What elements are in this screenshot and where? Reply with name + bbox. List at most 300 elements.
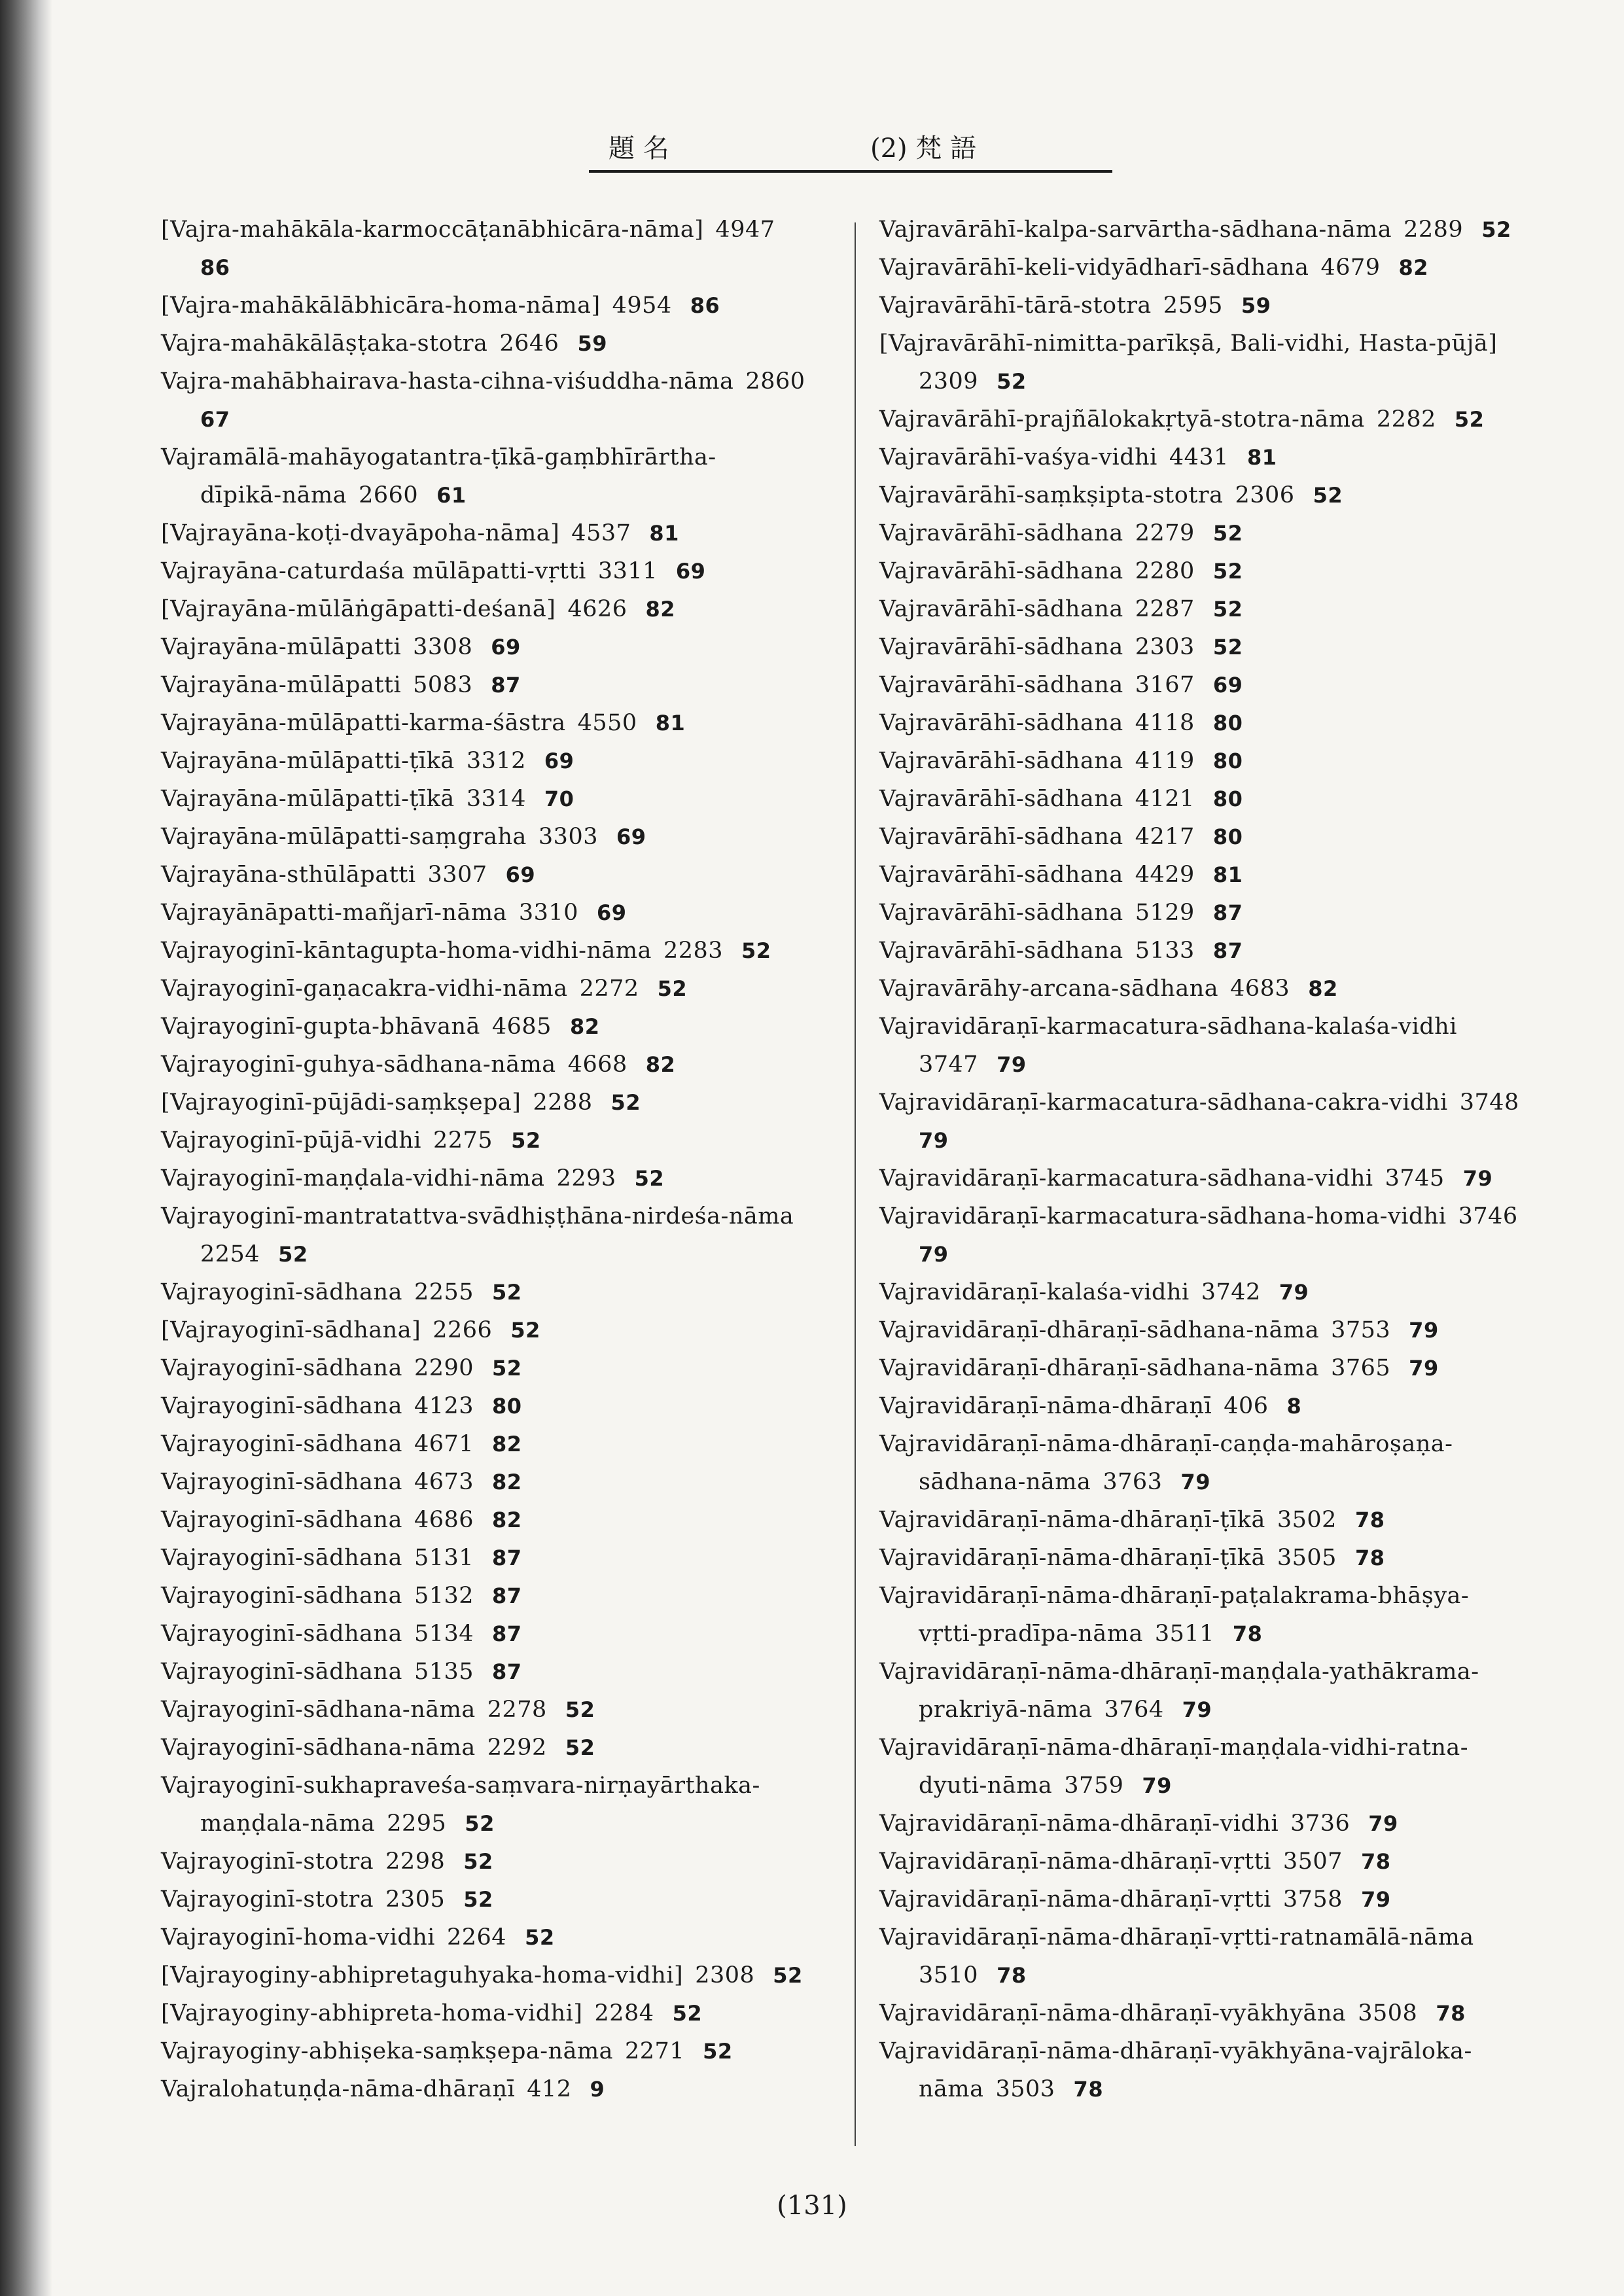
index-entry (879, 1387, 1586, 1425)
index-entry (161, 1843, 868, 1881)
index-entry (879, 742, 1586, 780)
index-entry (879, 1994, 1586, 2032)
entry-title: [Vajra-mahākālābhicāra-homa-nāma] (161, 292, 601, 319)
entry-title: Vajra-mahākālāṣṭaka-stotra (161, 330, 488, 357)
entry-title: Vajravidāraṇī-kalaśa-vidhi (879, 1279, 1190, 1305)
entry-title: Vajravārāhī-saṃkṣipta-stotra (879, 482, 1224, 508)
header-title: 題 名 (609, 133, 669, 164)
entry-title: dīpikā-nāma (200, 482, 347, 508)
index-entry (161, 932, 868, 970)
index-entry (879, 1691, 1586, 1729)
page-header (589, 130, 1112, 173)
index-entry (879, 552, 1586, 590)
entry-number: 3502 (1277, 1507, 1337, 1533)
entry-number: 2860 (745, 368, 805, 395)
entry-page: 81 (655, 711, 686, 735)
entry-number: 4550 (577, 710, 637, 736)
entry-number: 4686 (414, 1507, 474, 1533)
index-entry (879, 249, 1586, 287)
index-entry (879, 856, 1586, 894)
index-entry (879, 325, 1586, 362)
entry-title: maṇḍala-nāma (200, 1810, 376, 1837)
entry-number: 4123 (414, 1393, 474, 1419)
index-entry (161, 1159, 868, 1197)
index-entry (161, 1046, 868, 1084)
entry-title: Vajrayoginī-mantratattva-svādhiṣṭhāna-nirdeśa-nāma (161, 1203, 794, 1229)
entry-page: 52 (1212, 597, 1243, 622)
entry-title: Vajrayoginy-abhiṣeka-saṃkṣepa-nāma (161, 2038, 614, 2064)
entry-title: Vajramālā-mahāyogatantra-ṭīkā-gaṃbhīrārtha- (161, 444, 716, 470)
entry-title: Vajravidāraṇī-karmacatura-sādhana-cakra-vidhi (879, 1089, 1448, 1116)
entry-page: 82 (492, 1432, 522, 1457)
entry-page: 82 (492, 1508, 522, 1532)
entry-page: 81 (649, 521, 679, 546)
index-entry (161, 1805, 868, 1843)
entry-title: Vajravārāhī-sādhana (879, 748, 1123, 774)
entry-title: Vajravidāraṇī-nāma-dhāraṇī-vṛtti (879, 1848, 1271, 1875)
index-entry (879, 1008, 1586, 1046)
entry-title: Vajrayoginī-sādhana (161, 1355, 402, 1381)
index-entry (879, 1956, 1586, 1994)
entry-page: 79 (919, 1242, 949, 1267)
index-entry (161, 1122, 868, 1159)
entry-number: 2284 (594, 2000, 654, 2026)
index-entry (879, 1805, 1586, 1843)
entry-page: 67 (200, 407, 230, 432)
entry-title: Vajrayāna-mūlāpatti-karma-śāstra (161, 710, 566, 736)
entry-title: Vajrayoginī-sādhana (161, 1621, 402, 1647)
entry-title: Vajrayoginī-sādhana (161, 1393, 402, 1419)
index-entry (161, 666, 868, 704)
entry-title: vṛtti-pradīpa-nāma (919, 1621, 1143, 1647)
entry-page: 52 (465, 1811, 495, 1836)
index-entry (161, 438, 868, 476)
entry-number: 3763 (1103, 1469, 1163, 1495)
index-entry (161, 1084, 868, 1122)
entry-page: 52 (565, 1697, 595, 1722)
index-entry (161, 1577, 868, 1615)
index-entry (879, 1577, 1586, 1615)
entry-page: 80 (1212, 749, 1243, 773)
entry-title: Vajrayoginī-sādhana (161, 1507, 402, 1533)
index-entry (161, 628, 868, 666)
left-column (161, 211, 868, 2108)
entry-number: 3765 (1331, 1355, 1391, 1381)
index-entry (879, 1918, 1586, 1956)
entry-title: Vajrayoginī-guhya-sādhana-nāma (161, 1051, 556, 1078)
entry-title: dyuti-nāma (919, 1773, 1053, 1799)
entry-number: 3742 (1201, 1279, 1261, 1305)
index-entry (161, 1539, 868, 1577)
index-entry (161, 1501, 868, 1539)
entry-page: 78 (1354, 1508, 1385, 1532)
entry-page: 52 (511, 1128, 541, 1153)
index-entry (879, 1197, 1586, 1235)
entry-number: 4673 (414, 1469, 474, 1495)
entry-number: 2278 (487, 1697, 547, 1723)
index-entry (879, 362, 1586, 400)
entry-page: 79 (1409, 1318, 1439, 1343)
entry-page: 69 (616, 824, 646, 849)
entry-page: 52 (1212, 559, 1243, 584)
index-entry (161, 211, 868, 249)
entry-page: 52 (492, 1280, 522, 1305)
entry-page: 52 (1454, 407, 1485, 432)
entry-page: 78 (997, 1963, 1027, 1988)
entry-page: 87 (1212, 900, 1243, 925)
index-entry (161, 249, 868, 287)
entry-number: 2306 (1235, 482, 1295, 508)
entry-title: Vajrayoginī-sukhapraveśa-saṃvara-nirṇayārthaka- (161, 1773, 760, 1799)
index-entry (879, 1273, 1586, 1311)
entry-number: 5129 (1135, 900, 1195, 926)
entry-number: 2595 (1163, 292, 1223, 319)
index-entry (161, 970, 868, 1008)
entry-page: 79 (919, 1128, 949, 1153)
index-entry (879, 211, 1586, 249)
index-entry (879, 818, 1586, 856)
index-entry (161, 1311, 868, 1349)
entry-number: 2282 (1376, 406, 1436, 433)
entry-number: 2275 (432, 1127, 493, 1154)
entry-title: Vajravidāraṇī-nāma-dhāraṇī-vṛtti (879, 1886, 1271, 1913)
entry-page: 81 (1212, 862, 1243, 887)
entry-title: [Vajravārāhī-nimitta-parīkṣā, Bali-vidhi, Hasta-pūjā] (879, 330, 1498, 357)
index-entry (879, 894, 1586, 932)
entry-number: 3758 (1282, 1886, 1343, 1913)
entry-title: [Vajra-mahākāla-karmoccāṭanābhicāra-nāma] (161, 217, 704, 243)
index-entry (161, 1463, 868, 1501)
entry-number: 4671 (414, 1431, 474, 1457)
entry-page: 52 (510, 1318, 540, 1343)
entry-title: Vajrayoginī-maṇḍala-vidhi-nāma (161, 1165, 545, 1192)
entry-title: sādhana-nāma (919, 1469, 1091, 1495)
entry-page: 52 (1212, 635, 1243, 660)
entry-number: 2290 (414, 1355, 474, 1381)
index-entry (879, 1159, 1586, 1197)
index-entry (161, 1653, 868, 1691)
index-entry (161, 325, 868, 362)
entry-title: Vajrayāna-mūlāpatti (161, 634, 402, 660)
entry-title: Vajravārāhī-sādhana (879, 520, 1123, 546)
entry-number: 2272 (579, 976, 639, 1002)
entry-page: 52 (773, 1963, 803, 1988)
index-entry (879, 1615, 1586, 1653)
entry-title: Vajrayoginī-gupta-bhāvanā (161, 1014, 480, 1040)
index-entry (161, 1691, 868, 1729)
entry-title: Vajravārāhī-tārā-stotra (879, 292, 1152, 319)
index-entry (161, 780, 868, 818)
entry-number: 4118 (1135, 710, 1195, 736)
index-entry (161, 1881, 868, 1918)
entry-page: 52 (672, 2001, 703, 2026)
entry-number: 3759 (1064, 1773, 1124, 1799)
header-section: (2) 梵 語 (870, 133, 977, 164)
index-entry (879, 1501, 1586, 1539)
index-entry (161, 1008, 868, 1046)
index-entry (879, 590, 1586, 628)
entry-number: 3745 (1385, 1165, 1445, 1192)
entry-number: 3307 (427, 862, 487, 888)
entry-number: 2288 (533, 1089, 593, 1116)
entry-number: 2646 (499, 330, 559, 357)
entry-number: 3308 (413, 634, 473, 660)
index-entry (879, 1046, 1586, 1084)
index-entry (879, 1425, 1586, 1463)
entry-page: 52 (634, 1166, 665, 1191)
entry-title: Vajravidāraṇī-nāma-dhāraṇī (879, 1393, 1212, 1419)
entry-page: 82 (645, 597, 676, 622)
entry-page: 52 (525, 1925, 555, 1950)
index-entry (879, 1729, 1586, 1767)
index-entry (879, 1767, 1586, 1805)
index-entry (161, 1729, 868, 1767)
index-entry (879, 438, 1586, 476)
entry-page: 79 (1180, 1470, 1210, 1494)
entry-page: 52 (657, 976, 688, 1001)
entry-number: 3764 (1104, 1697, 1164, 1723)
entry-number: 5134 (414, 1621, 474, 1647)
entry-title: Vajrayoginī-pūjā-vidhi (161, 1127, 421, 1154)
entry-page: 9 (590, 2077, 605, 2102)
entry-title: Vajrayāna-mūlāpatti-saṃgraha (161, 824, 527, 850)
entry-page: 69 (491, 635, 521, 660)
index-entry (161, 1387, 868, 1425)
index-entry (879, 476, 1586, 514)
entry-number: 4429 (1135, 862, 1195, 888)
entry-page: 78 (1436, 2001, 1466, 2026)
entry-title: Vajravidāraṇī-nāma-dhāraṇī-maṇḍala-vidhi-ratna- (879, 1735, 1469, 1761)
entry-title: Vajrayoginī-sādhana (161, 1279, 402, 1305)
entry-page: 87 (492, 1659, 522, 1684)
entry-page: 69 (1212, 673, 1243, 698)
index-entry (879, 1349, 1586, 1387)
entry-page: 52 (492, 1356, 522, 1381)
entry-title: Vajravidāraṇī-nāma-dhāraṇī-caṇḍa-mahāroṣaṇa- (879, 1431, 1453, 1457)
entry-title: [Vajrayoginī-sādhana] (161, 1317, 421, 1343)
entry-number: 5132 (414, 1583, 474, 1609)
entry-number: 5135 (414, 1659, 474, 1685)
entry-number: 2298 (385, 1848, 446, 1875)
entry-number: 5083 (413, 672, 473, 698)
index-entry (161, 1425, 868, 1463)
entry-number: 4119 (1135, 748, 1195, 774)
index-entry (879, 1122, 1586, 1159)
entry-page: 79 (1462, 1166, 1493, 1191)
entry-number: 2305 (385, 1886, 446, 1913)
index-entry (879, 628, 1586, 666)
index-entry (161, 1273, 868, 1311)
index-entry (161, 894, 868, 932)
index-entry (161, 818, 868, 856)
entry-title: Vajrayoginī-sādhana (161, 1469, 402, 1495)
entry-page: 52 (610, 1090, 641, 1115)
entry-page: 80 (1212, 786, 1243, 811)
page-number: (131) (777, 2191, 847, 2221)
entry-number: 3510 (919, 1962, 979, 1988)
index-entry (161, 287, 868, 325)
index-entry (879, 970, 1586, 1008)
entry-number: 5133 (1135, 938, 1195, 964)
entry-title: Vajravidāraṇī-dhāraṇī-sādhana-nāma (879, 1355, 1320, 1381)
index-entry (161, 2070, 868, 2108)
index-entry (161, 1918, 868, 1956)
entry-number: 2303 (1135, 634, 1195, 660)
entry-page: 79 (997, 1052, 1027, 1077)
entry-page: 82 (492, 1470, 522, 1494)
entry-number: 5131 (414, 1545, 474, 1571)
entry-number: 3167 (1135, 672, 1195, 698)
entry-title: [Vajrayāna-mūlāṅgāpatti-deśanā] (161, 596, 556, 622)
index-entry (879, 400, 1586, 438)
column-divider (855, 222, 856, 2146)
index-entry (879, 2070, 1586, 2108)
entry-title: Vajravārāhy-arcana-sādhana (879, 976, 1219, 1002)
entry-page: 8 (1286, 1394, 1302, 1419)
entry-title: Vajravidāraṇī-nāma-dhāraṇī-ṭīkā (879, 1545, 1265, 1571)
entry-title: Vajravārāhī-sādhana (879, 862, 1123, 888)
entry-title: Vajravārāhī-sādhana (879, 672, 1123, 698)
index-entry (161, 362, 868, 400)
entry-title: Vajravārāhī-keli-vidyādharī-sādhana (879, 255, 1309, 281)
index-entry (161, 1197, 868, 1235)
entry-number: 2295 (387, 1810, 447, 1837)
entry-title: Vajravidāraṇī-nāma-dhāraṇī-vṛtti-ratnamālā-nāma (879, 1924, 1474, 1951)
entry-page: 87 (491, 673, 521, 698)
entry-title: Vajravidāraṇī-karmacatura-sādhana-homa-vidhi (879, 1203, 1447, 1229)
entry-title: Vajravidāraṇī-nāma-dhāraṇī-vidhi (879, 1810, 1279, 1837)
entry-page: 80 (492, 1394, 522, 1419)
entry-page: 79 (1409, 1356, 1439, 1381)
entry-page: 82 (645, 1052, 676, 1077)
entry-title: Vajravārāhī-sādhana (879, 938, 1123, 964)
entry-page: 78 (1073, 2077, 1104, 2102)
entry-number: 2308 (695, 1962, 755, 1988)
entry-title: [Vajrayāna-koṭi-dvayāpoha-nāma] (161, 520, 560, 546)
entry-number: 3511 (1154, 1621, 1214, 1647)
index-entry (879, 666, 1586, 704)
entry-title: Vajrayāna-mūlāpatti-ṭīkā (161, 786, 455, 812)
entry-number: 3310 (518, 900, 578, 926)
index-entry (161, 856, 868, 894)
entry-number: 3753 (1331, 1317, 1391, 1343)
entry-title: Vajravārāhī-prajñālokakṛtyā-stotra-nāma (879, 406, 1365, 433)
entry-title: Vajra-mahābhairava-hasta-cihna-viśuddha-nāma (161, 368, 734, 395)
index-entry (879, 1653, 1586, 1691)
entry-title: Vajrayoginī-sādhana (161, 1431, 402, 1457)
entry-page: 69 (596, 900, 627, 925)
entry-page: 52 (741, 938, 771, 963)
entry-number: 412 (527, 2076, 572, 2102)
entry-page: 86 (200, 255, 230, 280)
entry-page: 87 (492, 1545, 522, 1570)
entry-title: [Vajrayoginy-abhipreta-homa-vidhi] (161, 2000, 583, 2026)
entry-number: 2292 (487, 1735, 547, 1761)
entry-page: 69 (544, 749, 574, 773)
entry-title: Vajrayoginī-sādhana (161, 1545, 402, 1571)
entry-title: Vajravidāraṇī-nāma-dhāraṇī-vyākhyāna (879, 2000, 1347, 2026)
index-entry (161, 1615, 868, 1653)
index-entry (879, 704, 1586, 742)
entry-title: Vajravārāhī-sādhana (879, 596, 1123, 622)
entry-title: Vajrayāna-sthūlāpatti (161, 862, 416, 888)
entry-number: 2271 (625, 2038, 685, 2064)
entry-number: 3748 (1459, 1089, 1519, 1116)
entry-title: Vajravidāraṇī-nāma-dhāraṇī-ṭīkā (879, 1507, 1265, 1533)
index-entry (161, 514, 868, 552)
entry-title: [Vajrayoginī-pūjādi-saṃkṣepa] (161, 1089, 521, 1116)
entry-title: Vajrayoginī-sādhana (161, 1583, 402, 1609)
entry-page: 52 (1481, 217, 1511, 242)
entry-number: 4679 (1320, 255, 1381, 281)
entry-title: Vajravidāraṇī-karmacatura-sādhana-kalaśa-vidhi (879, 1014, 1457, 1040)
index-entry (161, 1349, 868, 1387)
entry-number: 3311 (597, 558, 658, 584)
entry-page: 80 (1212, 711, 1243, 735)
entry-number: 2254 (200, 1241, 260, 1267)
entry-title: Vajravārāhī-sādhana (879, 634, 1123, 660)
index-entry (161, 1994, 868, 2032)
entry-number: 4121 (1135, 786, 1195, 812)
index-entry (879, 1881, 1586, 1918)
entry-title: Vajravārāhī-sādhana (879, 786, 1123, 812)
entry-number: 2255 (414, 1279, 474, 1305)
entry-number: 3736 (1290, 1810, 1350, 1837)
entry-number: 3303 (538, 824, 598, 850)
entry-page: 87 (492, 1621, 522, 1646)
entry-page: 52 (278, 1242, 308, 1267)
index-entry (161, 742, 868, 780)
entry-page: 80 (1212, 824, 1243, 849)
entry-number: 3312 (466, 748, 526, 774)
entry-title: [Vajrayoginy-abhipretaguhyaka-homa-vidhi] (161, 1962, 684, 1988)
entry-title: Vajrayoginī-gaṇacakra-vidhi-nāma (161, 976, 568, 1002)
entry-page: 79 (1142, 1773, 1172, 1798)
index-entry (879, 1539, 1586, 1577)
entry-page: 59 (1241, 293, 1271, 318)
entry-number: 2266 (432, 1317, 493, 1343)
index-entry (879, 287, 1586, 325)
entry-number: 4683 (1230, 976, 1290, 1002)
entry-title: Vajravidāraṇī-nāma-dhāraṇī-paṭalakrama-bhāṣya- (879, 1583, 1470, 1609)
entry-title: nāma (919, 2076, 984, 2102)
entry-number: 2289 (1403, 217, 1464, 243)
right-column (879, 211, 1586, 2108)
entry-number: 4947 (715, 217, 775, 243)
entry-title: Vajrayāna-caturdaśa mūlāpatti-vṛtti (161, 558, 586, 584)
index-entry (879, 2032, 1586, 2070)
entry-page: 52 (1313, 483, 1343, 508)
index-entry (161, 552, 868, 590)
entry-number: 3747 (919, 1051, 979, 1078)
entry-title: Vajravidāraṇī-nāma-dhāraṇī-vyākhyāna-vajrāloka- (879, 2038, 1472, 2064)
entry-title: Vajravidāraṇī-dhāraṇī-sādhana-nāma (879, 1317, 1320, 1343)
entry-page: 87 (1212, 938, 1243, 963)
index-entry (879, 514, 1586, 552)
entry-number: 3507 (1282, 1848, 1343, 1875)
entry-page: 52 (565, 1735, 595, 1760)
entry-page: 86 (690, 293, 720, 318)
entry-number: 3508 (1358, 2000, 1418, 2026)
index-entry (161, 704, 868, 742)
entry-title: Vajravārāhī-vaśya-vidhi (879, 444, 1157, 470)
entry-number: 3746 (1458, 1203, 1518, 1229)
entry-number: 2283 (663, 938, 724, 964)
entry-number: 3314 (466, 786, 526, 812)
entry-page: 78 (1360, 1849, 1391, 1874)
entry-number: 2280 (1135, 558, 1195, 584)
entry-page: 70 (544, 786, 574, 811)
